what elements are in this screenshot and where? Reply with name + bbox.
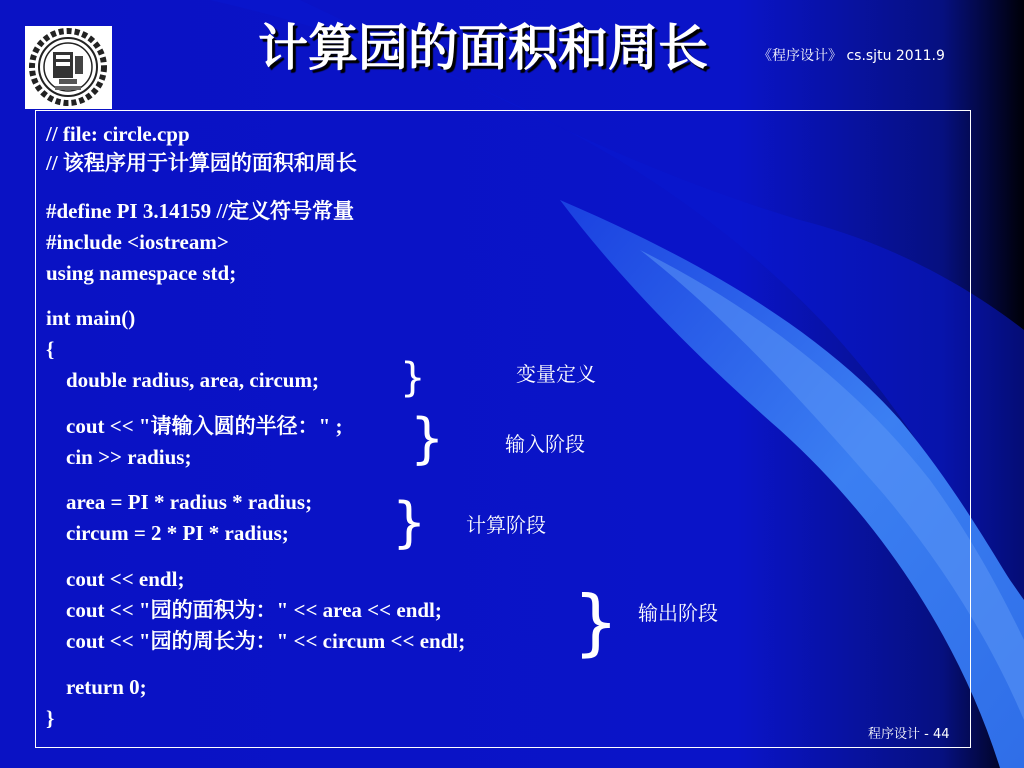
sjtu-emblem-icon — [25, 26, 112, 109]
annotation-variable-definition: 变量定义 — [516, 362, 596, 386]
annotation-input-stage: 输入阶段 — [505, 432, 585, 456]
brace-variable-definition: } — [400, 355, 426, 401]
brace-compute-stage: } — [392, 491, 427, 554]
slide-footer: 程序设计 - 44 — [868, 727, 950, 742]
brace-input-stage: } — [410, 407, 445, 470]
code-line: #include <iostream> — [46, 230, 229, 254]
code-line: circum = 2 * PI * radius; — [66, 521, 289, 545]
code-line: #define PI 3.14159 //定义符号常量 — [46, 199, 354, 223]
code-line: cin >> radius; — [66, 445, 192, 469]
code-line: return 0; — [66, 675, 147, 699]
slide-title: 计算园的面积和周长 — [258, 19, 708, 77]
code-line: cout << "园的面积为：" << area << endl; — [66, 598, 442, 622]
code-line: cout << endl; — [66, 567, 185, 591]
code-line: int main() — [46, 306, 136, 330]
code-line: double radius, area, circum; — [66, 368, 319, 392]
code-line: // file: circle.cpp — [46, 122, 190, 146]
annotation-compute-stage: 计算阶段 — [466, 513, 546, 537]
brace-output-stage: } — [573, 580, 619, 664]
code-line: } — [46, 706, 55, 730]
code-line: { — [46, 337, 55, 361]
course-info: 《程序设计》 cs.sjtu 2011.9 — [758, 48, 945, 64]
code-line: // 该程序用于计算园的面积和周长 — [46, 151, 357, 175]
annotation-output-stage: 输出阶段 — [638, 601, 718, 625]
university-logo — [25, 26, 112, 109]
code-line: cout << "请输入圆的半径：" ; — [66, 414, 343, 438]
code-line: using namespace std; — [46, 261, 237, 285]
code-line: area = PI * radius * radius; — [66, 490, 313, 514]
code-line: cout << "园的周长为：" << circum << endl; — [66, 629, 466, 653]
